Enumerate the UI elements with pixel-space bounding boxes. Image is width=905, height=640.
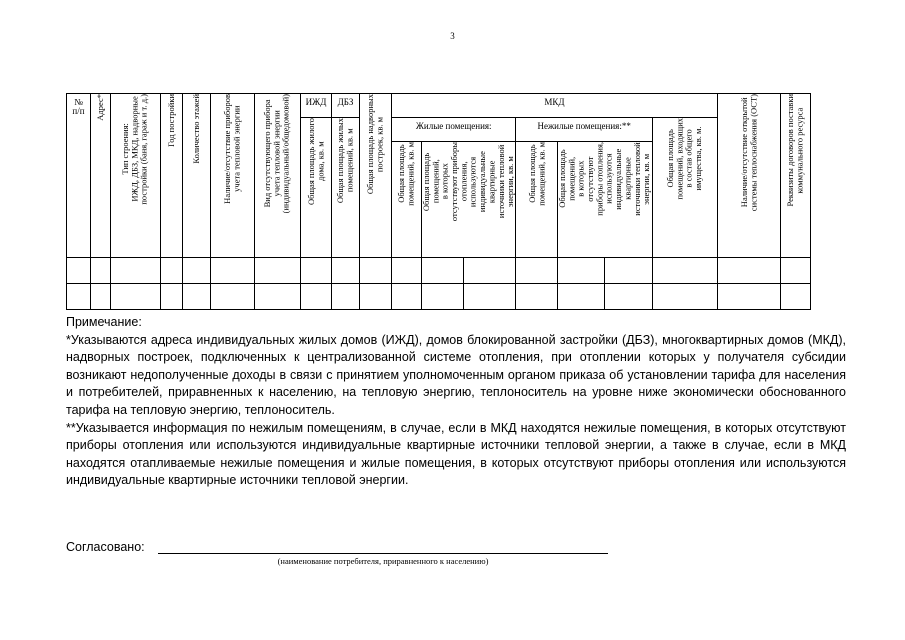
header-address: Адрес* bbox=[91, 94, 111, 258]
table-row bbox=[67, 258, 811, 284]
header-nonres-total: Общая площадь помещений, кв. м bbox=[516, 142, 558, 258]
notes bbox=[66, 314, 846, 490]
header-izhd: ИЖД bbox=[301, 94, 332, 118]
header-dbz: ДБЗ bbox=[332, 94, 360, 118]
header-izhd-area: Общая площадь жилого дома, кв. м bbox=[301, 118, 332, 258]
header-nonres-heat: Общая площадь помещений, в которых отсутствуют приборы отопления, используются индивидуальные квартирные источники тепловой энергии, кв. м bbox=[558, 142, 652, 258]
signature-line bbox=[158, 553, 608, 554]
header-nonresidential: Нежилые помещения:** bbox=[516, 118, 652, 142]
note-2: **Указывается информация по нежилым помещениям, в случае, если в МКД находятся нежилые помещения, в которых отсутствуют приборы отопления или используются индивидуальные квартирные источники тепловой энергии, а также в случае, если в МКД находятся отапливаемые нежилые помещения и жилые помещения, в которых отсутствуют приборы отопления или используются индивидуальные квартирные источники тепловой энергии. bbox=[66, 420, 846, 488]
header-ost: Наличие/отсутствие открытой системы теплоснабжения (ОСТ) bbox=[717, 94, 780, 258]
header-building-type: Тип строения: ИЖД, ДБЗ, МКД, надворные постройки (баня, гараж и т. д.) bbox=[111, 94, 161, 258]
header-res-total: Общая площадь помещений, кв. м bbox=[392, 142, 422, 258]
header-res-heat: Общая площадь помещений, в которых отсутствуют приборы отопления, используются индивидуальные квартирные источники тепловой энергии, кв. м bbox=[422, 142, 516, 258]
header-dbz-area: Общая площадь жилых помещений, кв. м bbox=[332, 118, 360, 258]
header-residential: Жилые помещения: bbox=[392, 118, 516, 142]
header-meter-type: Вид отсутствующего прибора учета тепловой энергии (индивидуальный/общедомовой) bbox=[255, 94, 301, 258]
signature-caption: (наименование потребителя, приравненного к населению) bbox=[277, 556, 489, 566]
header-num: № п/п bbox=[67, 94, 91, 258]
notes-title: Примечание: bbox=[66, 315, 142, 329]
signature-label: Согласовано: bbox=[66, 540, 145, 554]
table-row bbox=[67, 284, 811, 310]
data-table bbox=[66, 93, 811, 310]
page-number: 3 bbox=[450, 31, 455, 41]
header-meter-presence: Наличие/отсутствие приборов учета тепловой энергии bbox=[211, 94, 255, 258]
note-1: *Указываются адреса индивидуальных жилых домов (ИЖД), домов блокированной застройки (ДБЗ), многоквартирных домов (МКД), надворных построек, подключенных к централизованной системе отопления, при отоплении которых у получателя субсидии возникают недополученные доходы в связи с принятием уполномоченным органом приказа об установлении тарифа для населения и потребителей, приравненных к населению, на тепловую энергию, теплоноситель на уровне ниже экономически обоснованного тарифа на тепловую энергию, теплоноситель. bbox=[66, 332, 846, 417]
header-mkd: МКД bbox=[392, 94, 718, 118]
header-common-area: Общая площадь помещений, входящих в состав общего имущества, кв. м. bbox=[652, 118, 717, 258]
header-floors: Количество этажей bbox=[183, 94, 211, 258]
header-outbuilding-area: Общая площадь надворных построек, кв. м bbox=[360, 94, 392, 258]
header-contract: Реквизиты договоров поставки коммунального ресурса bbox=[780, 94, 810, 258]
header-build-year: Год постройки bbox=[161, 94, 183, 258]
